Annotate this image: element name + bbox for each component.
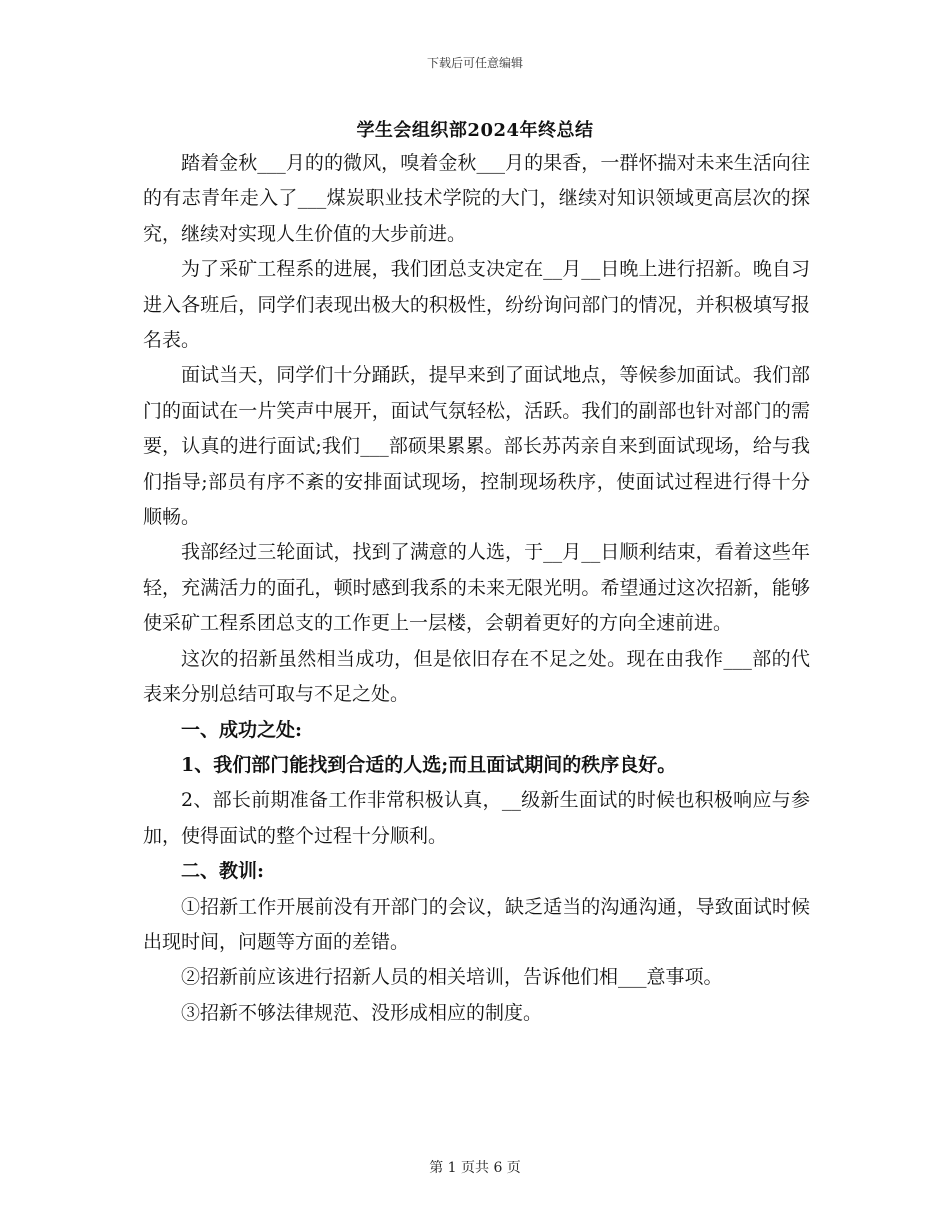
page-header: 下载后可任意编辑 — [426, 56, 523, 70]
section-heading-lessons: 二、教训: — [181, 860, 265, 883]
lesson-item-2: ②招新前应该进行招新人员的相关培训，告诉他们相___意事项。 — [181, 966, 723, 989]
document-title: 学生会组织部2024年终总结 — [356, 120, 594, 141]
lesson-item-1: ①招新工作开展前没有开部门的会议，缺乏适当的沟通沟通，导致面试时候出现时间，问题等方面的差错。 — [143, 895, 810, 953]
success-item-2: 2、部长前期准备工作非常积极认真，__级新生面试的时候也积极响应与参加，使得面试的整个过程十分顺利。 — [143, 789, 810, 847]
paragraph-recruitment: 为了采矿工程系的进展，我们团总支决定在__月__日晚上进行招新。晚自习进入各班后，同学们表现出极大的积极性，纷纷询问部门的情况，并积极填写报名表。 — [143, 258, 810, 352]
paragraph-intro: 踏着金秋___月的的微风，嗅着金秋___月的果香，一群怀揣对未来生活向往的有志青年走入了___煤炭职业技术学院的大门，继续对知识领域更高层次的探究，继续对实现人生价值的大步前进。 — [143, 152, 810, 245]
lesson-item-3: ③招新不够法律规范、没形成相应的制度。 — [181, 1001, 543, 1024]
paragraph-interview: 面试当天，同学们十分踊跃，提早来到了面试地点，等候参加面试。我们部门的面试在一片笑声中展开，面试气氛轻松，活跃。我们的副部也针对部门的需要，认真的进行面试;我们___部硕果累累。部长苏芮亲自来到面试现场，给与我们指导;部员有序不紊的安排面试现场，控制现场秩序，使面试过程进行得十分顺畅。 — [143, 364, 810, 529]
document-body — [143, 146, 810, 1031]
success-item-1: 1、我们部门能找到合适的人选;而且面试期间的秩序良好。 — [181, 753, 677, 776]
paragraph-result: 我部经过三轮面试，找到了满意的人选，于__月__日顺利结束，看着这些年轻，充满活力的面孔，顿时感到我系的未来无限光明。希望通过这次招新，能够使采矿工程系团总支的工作更上一层楼，会朝着更好的方向全速前进。 — [143, 541, 810, 635]
section-heading-success: 一、成功之处: — [181, 718, 303, 741]
page-footer: 第 1 页共 6 页 — [429, 1160, 521, 1176]
paragraph-summary-intro: 这次的招新虽然相当成功，但是依旧存在不足之处。现在由我作___部的代表来分别总结可取与不足之处。 — [143, 647, 810, 706]
